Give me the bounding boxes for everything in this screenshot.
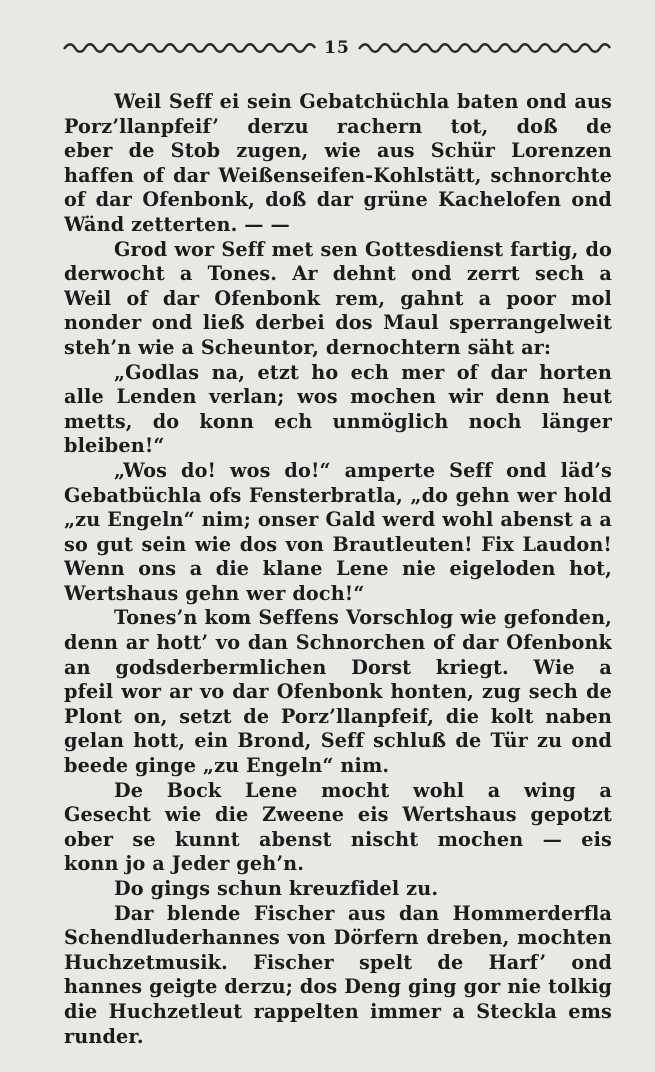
text-line: „Godlas na, etzt ho ech mer of dar horten [114,360,612,384]
page-header [62,36,612,60]
text-line: nonder ond ließ derbei dos Maul sperrangelweit [64,311,612,335]
text-line: Tones’n kom Seffens Vorschlog wie gefonden, [114,606,612,630]
text-line: alle Lenden verlan; wos mochen wir denn heut [64,385,612,409]
text-line: hannes geigte derzu; dos Deng ging gor nie tolkig [64,975,612,999]
text-line: „zu Engeln“ nim; onser Gald werd wohl abenst a a [64,508,612,532]
text-line: pfeil wor ar vo dar Ofenbonk honten, zug sech de [64,680,612,704]
ornament-left-icon [62,41,317,55]
body-text [64,90,612,1049]
text-line: denn ar hott’ vo dan Schnorchen of dar Ofenbonk [64,631,612,655]
text-line: an godsderbermlichen Dorst kriegt. Wie a [64,655,612,679]
ornament-right-icon [357,41,612,55]
text-line: Gesecht wie die Zweene eis Wertshaus gepotzt [64,803,612,827]
text-line: Schendluderhannes von Dörfern dreben, mochten [64,926,612,950]
text-line: so gut sein wie dos von Brautleuten! Fix Laudon! [64,532,612,556]
text-line: metts, do konn ech unmöglich noch länger [64,409,612,433]
text-line: of dar Ofenbonk, doß dar grüne Kachelofen ond [64,188,612,212]
text-line: Plont on, setzt de Porz’llanpfeif, die kolt naben [64,704,612,728]
text-line: Grod wor Seff met sen Gottesdienst fartig, do [114,237,612,261]
page-number: 15 [324,38,350,58]
text-line: Do gings schun kreuzfidel zu. [114,877,439,900]
text-line: Gebatbüchla ofs Fensterbratla, „do gehn wer hold [64,483,612,507]
text-line: „Wos do! wos do!“ amperte Seff ond läd’s [114,458,612,482]
text-line: Wertshaus gehn wer doch!“ [64,581,365,605]
text-line: Porz’llanpfeif’ derzu rachern tot, doß de [64,114,612,138]
text-line: eber de Stob zugen, wie aus Schür Lorenzen [64,139,612,163]
text-line: derwocht a Tones. Ar dehnt ond zerrt sech a [64,262,612,286]
text-line: beede ginge „zu Engeln“ nim. [64,754,390,778]
text-line: ober se kunnt abenst nischt mochen — eis [64,827,612,851]
text-line: haffen of dar Weißenseifen-Kohlstätt, schnorchte [64,163,612,187]
text-line: Wänd zetterten. — — [64,212,290,236]
text-line: Huchzetmusik. Fischer spelt de Harf’ ond [64,950,612,974]
text-line: Weil of dar Ofenbonk rem, gahnt a poor mol [64,286,612,310]
text-line: gelan hott, ein Brond, Seff schluß de Tür zu ond [64,729,612,753]
text-line: bleiben!“ [64,434,165,458]
text-line: De Bock Lene mocht wohl a wing a [114,778,612,802]
text-line: konn jo a Jeder geh’n. [64,852,305,876]
text-line: Dar blende Fischer aus dan Hommerderfla [114,901,612,925]
text-line: Weil Seff ei sein Gebatchüchla baten ond aus [114,90,612,113]
text-line: runder. [64,1024,144,1048]
text-line: Wenn ons a die klane Lene nie eigeloden hot, [64,557,612,581]
text-line: steh’n wie a Scheuntor, dernochtern säht ar: [64,335,552,359]
text-line: die Huchzetleut rappelten immer a Steckla ems [64,999,612,1023]
